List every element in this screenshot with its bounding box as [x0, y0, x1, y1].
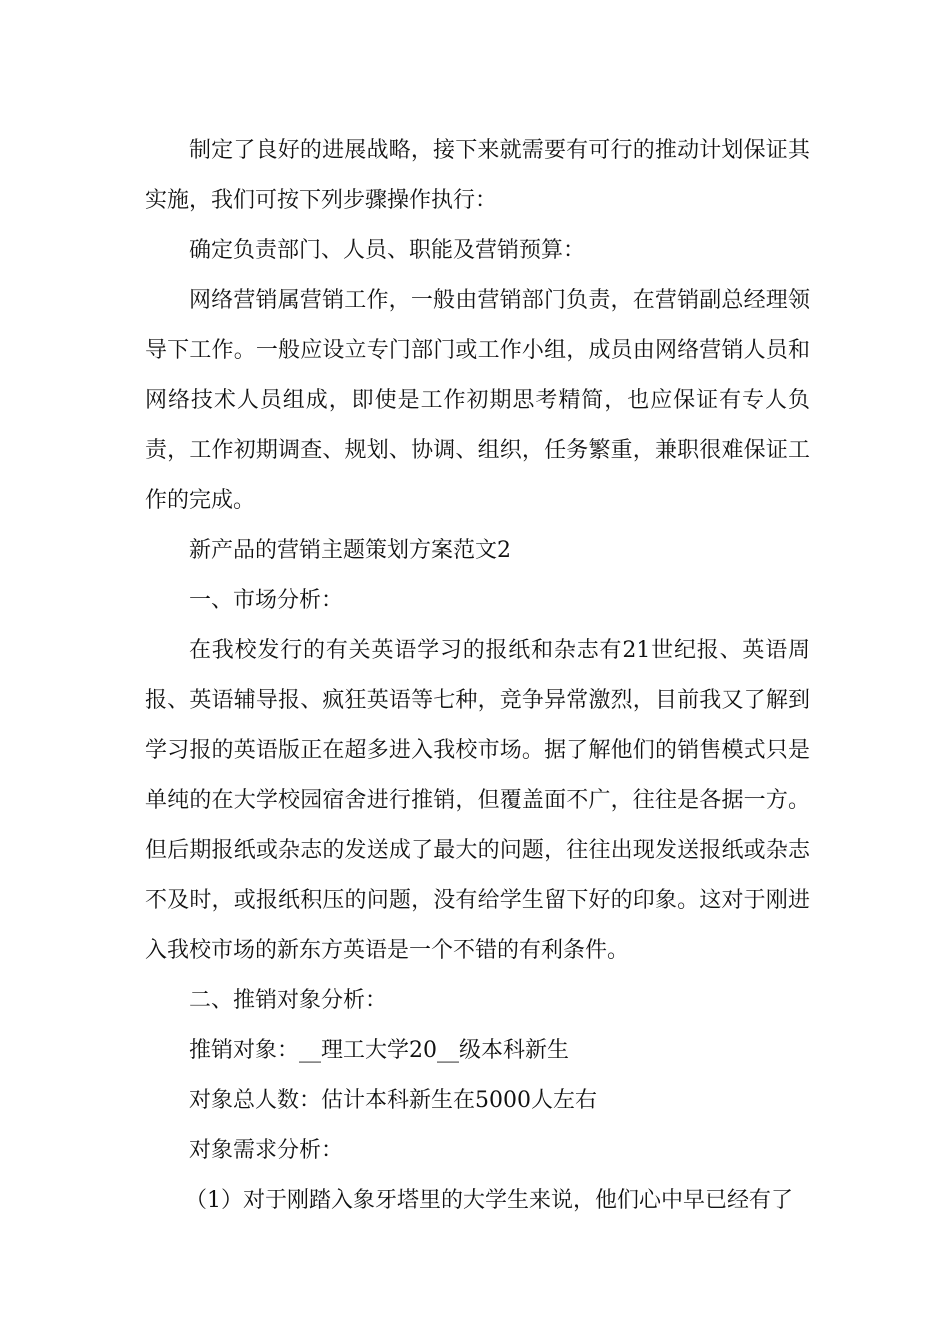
paragraph-network-marketing: 网络营销属营销工作，一般由营销部门负责，在营销副总经理领导下工作。一般应设立专门部门或工作小组，成员由网络营销人员和网络技术人员组成，即使是工作初期思考精简，也应保证有专人负责，工作初期调查、规划、协调、组织，任务繁重，兼职很难保证工作的完成。	[145, 288, 810, 513]
paragraph-strategy-implementation: 制定了良好的进展战略，接下来就需要有可行的推动计划保证其实施，我们可按下列步骤操作执行：	[145, 138, 810, 213]
section-heading-market-analysis: 一、市场分析：	[189, 588, 344, 613]
section-heading-sample-2: 新产品的营销主题策划方案范文2	[189, 538, 511, 563]
section-heading-target-analysis: 二、推销对象分析：	[189, 988, 388, 1013]
paragraph-confirm-department: 确定负责部门、人员、职能及营销预算：	[189, 238, 586, 263]
paragraph-demand-analysis: 对象需求分析：	[189, 1138, 344, 1163]
paragraph-market-analysis: 在我校发行的有关英语学习的报纸和杂志有21世纪报、英语周报、英语辅导报、疯狂英语等七种，竞争异常激烈，目前我又了解到学习报的英语版正在超多进入我校市场。据了解他们的销售模式只是单纯的在大学校园宿舍进行推销，但覆盖面不广，往往是各据一方。但后期报纸或杂志的发送成了最大的问题，往往出现发送报纸或杂志不及时，或报纸积压的问题，没有给学生留下好的印象。这对于刚进入我校市场的新东方英语是一个不错的有利条件。	[145, 638, 810, 963]
document-body	[145, 126, 810, 1226]
list-item-demand-1: （1）对于刚踏入象牙塔里的大学生来说，他们心中早已经有了	[185, 1188, 793, 1213]
paragraph-target-audience: 推销对象：__理工大学20__级本科新生	[189, 1038, 569, 1063]
paragraph-target-count: 对象总人数：估计本科新生在5000人左右	[189, 1088, 597, 1113]
